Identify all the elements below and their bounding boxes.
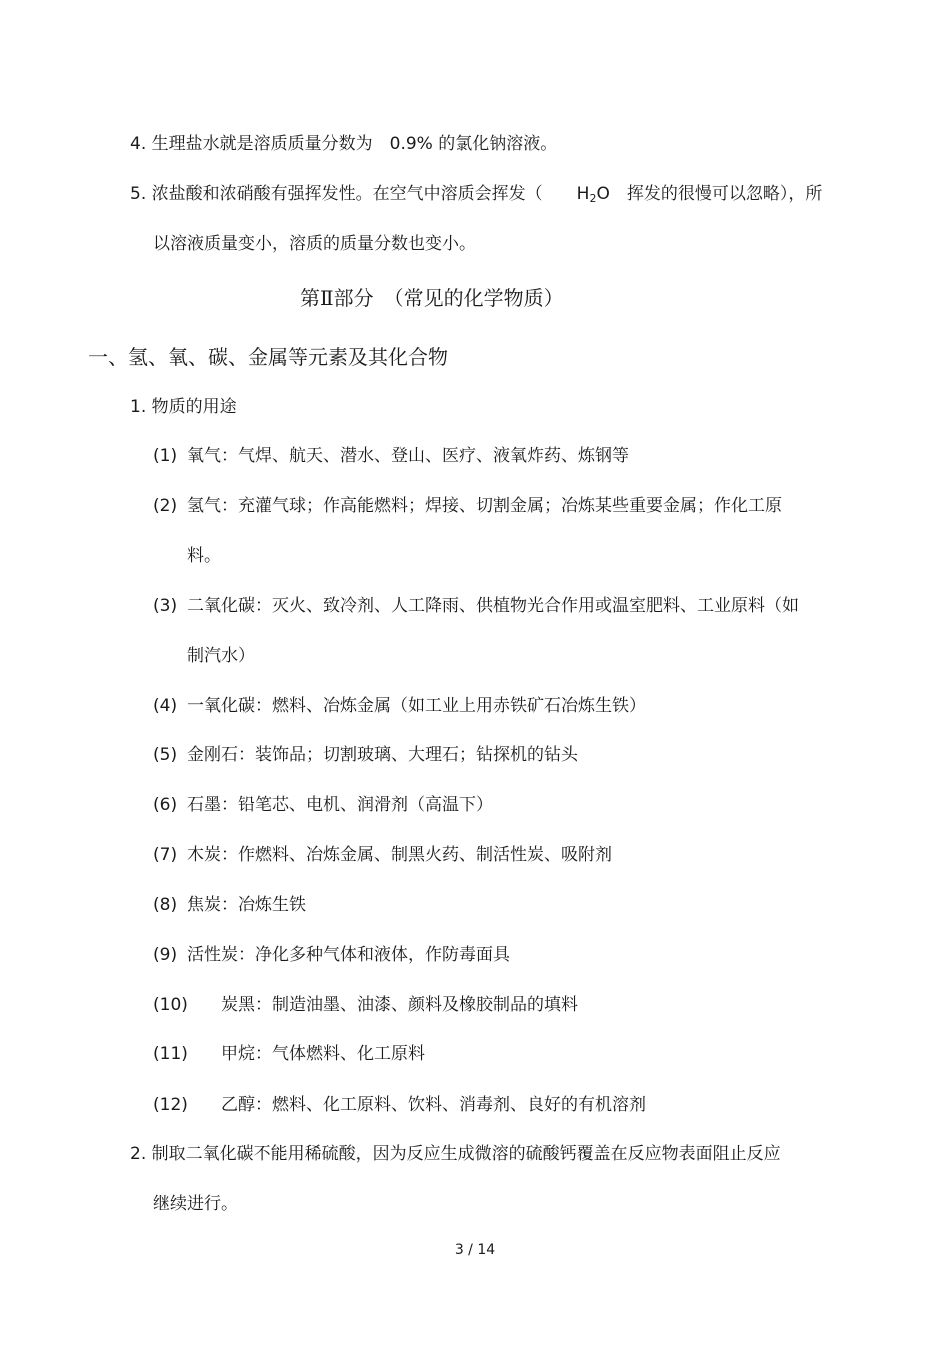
item-number: (9) xyxy=(153,945,178,965)
item-number: (6) xyxy=(153,795,178,815)
item-number: (4) xyxy=(153,696,178,716)
use-item-1 xyxy=(153,445,629,467)
subscript: 2 xyxy=(589,192,597,205)
use-item-4 xyxy=(153,695,646,717)
list-item-5-continuation: 以溶液质量变小，溶质的质量分数也变小。 xyxy=(153,234,476,254)
item-text: 炭黑：制造油墨、油漆、颜料及橡胶制品的填料 xyxy=(221,995,578,1015)
item-number: (10) xyxy=(153,995,188,1015)
item-text: 石墨：铅笔芯、电机、润滑剂（高温下） xyxy=(187,795,493,815)
item-text: 甲烷：气体燃料、化工原料 xyxy=(221,1044,425,1064)
item-text: 浓盐酸和浓硝酸有强挥发性。在空气中溶质会挥发（ H xyxy=(151,184,590,204)
item-text: 物质的用途 xyxy=(151,397,237,417)
item-number: (3) xyxy=(153,596,178,616)
use-item-10 xyxy=(153,994,578,1016)
use-item-2 xyxy=(153,495,782,517)
item-number: (11) xyxy=(153,1044,188,1064)
item-text: 一氧化碳：燃料、冶炼金属（如工业上用赤铁矿石冶炼生铁） xyxy=(187,696,646,716)
item-text-cont: O 挥发的很慢可以忽略），所 xyxy=(596,184,823,204)
section-title: 第Ⅱ部分 （常见的化学物质） xyxy=(300,286,564,310)
list-item-4 xyxy=(130,133,557,155)
item-number: (1) xyxy=(153,446,178,466)
item-number: 4. xyxy=(130,134,147,154)
item-text: 木炭：作燃料、冶炼金属、制黑火药、制活性炭、吸附剂 xyxy=(187,845,612,865)
item-text: 氧气：气焊、航天、潜水、登山、医疗、液氧炸药、炼钢等 xyxy=(187,446,629,466)
item-number: 5. xyxy=(130,184,147,204)
use-item-8 xyxy=(153,894,306,916)
use-item-3 xyxy=(153,595,799,617)
list-item-co2-continuation: 继续进行。 xyxy=(153,1194,238,1214)
item-number: (2) xyxy=(153,496,178,516)
item-number: 2. xyxy=(130,1144,147,1164)
item-number: (7) xyxy=(153,845,178,865)
item-number: (5) xyxy=(153,745,178,765)
item-text: 金刚石：装饰品；切割玻璃、大理石；钻探机的钻头 xyxy=(187,745,578,765)
item-text: 生理盐水就是溶质质量分数为 0.9% 的氯化钠溶液。 xyxy=(151,134,558,154)
use-item-6 xyxy=(153,794,493,816)
item-number: (12) xyxy=(153,1095,188,1115)
use-item-3-continuation: 制汽水） xyxy=(187,646,255,666)
list-item-co2 xyxy=(130,1143,781,1165)
use-item-9 xyxy=(153,944,510,966)
use-item-11 xyxy=(153,1043,425,1065)
item-text: 活性炭：净化多种气体和液体，作防毒面具 xyxy=(187,945,510,965)
use-item-12 xyxy=(153,1094,646,1116)
item-text: 焦炭：冶炼生铁 xyxy=(187,895,306,915)
item-text: 乙醇：燃料、化工原料、饮料、消毒剂、良好的有机溶剂 xyxy=(221,1095,646,1115)
page-number: 3 / 14 xyxy=(454,1242,496,1258)
list-item-5 xyxy=(130,183,822,210)
use-item-5 xyxy=(153,744,578,766)
chapter-heading: 一、氢、氧、碳、金属等元素及其化合物 xyxy=(88,345,448,369)
item-text: 氢气：充灌气球；作高能燃料；焊接、切割金属；冶炼某些重要金属；作化工原 xyxy=(187,496,782,516)
item-number: (8) xyxy=(153,895,178,915)
use-item-7 xyxy=(153,844,612,866)
item-text: 二氧化碳：灭火、致冷剂、人工降雨、供植物光合作用或温室肥料、工业原料（如 xyxy=(187,596,799,616)
item-number: 1. xyxy=(130,397,147,417)
subsection-title xyxy=(130,396,237,418)
item-text: 制取二氧化碳不能用稀硫酸，因为反应生成微溶的硫酸钙覆盖在反应物表面阻止反应 xyxy=(151,1144,781,1164)
use-item-2-continuation: 料。 xyxy=(187,546,221,566)
